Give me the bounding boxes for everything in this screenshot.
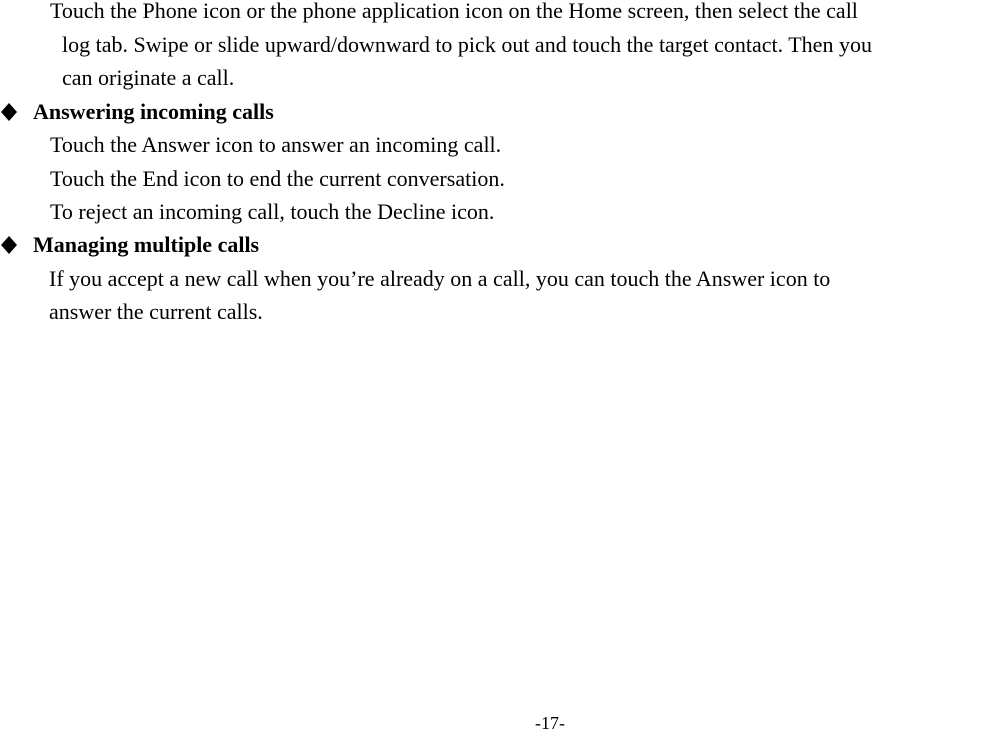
intro-line-2: log tab. Swipe or slide upward/downward to pick out and touch the target contact. Then you [62,32,872,57]
diamond-bullet-icon [0,99,20,125]
answering-line-2: Touch the End icon to end the current conversation. [50,166,505,191]
managing-line-1: If you accept a new call when you’re already on a call, you can touch the Answer icon to [49,266,831,291]
section-heading-managing: Managing multiple calls [33,232,260,257]
managing-line-2: answer the current calls. [49,299,263,324]
answering-line-1: Touch the Answer icon to answer an incoming call. [50,132,502,157]
intro-line-3: can originate a call. [62,65,235,90]
section-heading-answering: Answering incoming calls [33,99,274,124]
intro-line-1: Touch the Phone icon or the phone application icon on the Home screen, then select the call [50,0,858,23]
diamond-bullet-icon [0,232,20,258]
answering-line-3: To reject an incoming call, touch the Decline icon. [50,199,495,224]
page-number: -17- [535,713,565,733]
